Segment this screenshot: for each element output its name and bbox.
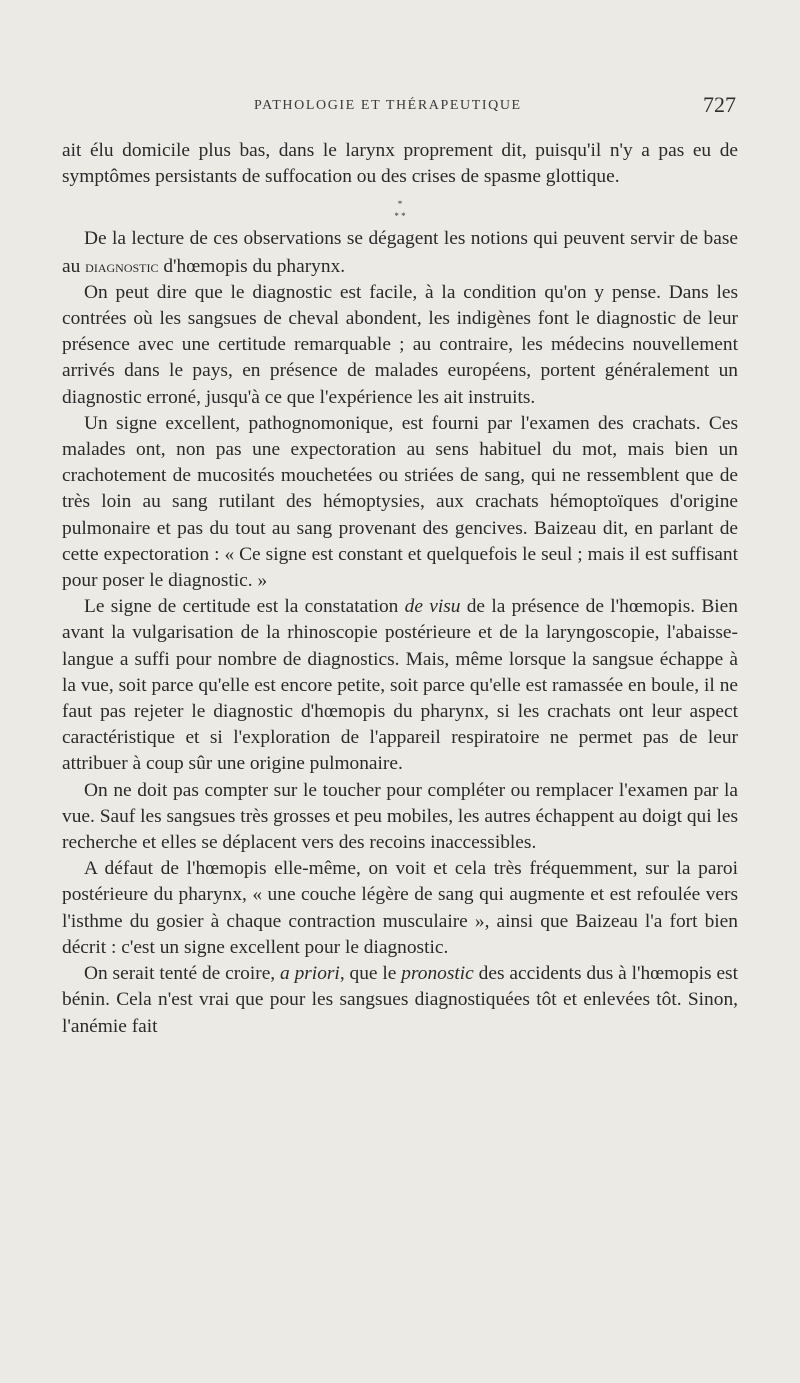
paragraph-certainty-sign	[62, 594, 738, 777]
italic-term: pronostic	[401, 963, 474, 985]
page-number: 727	[703, 92, 736, 117]
small-caps-term: diagnostic	[85, 255, 159, 276]
italic-term: a priori	[280, 963, 340, 985]
paragraph-prognosis	[62, 961, 738, 1040]
paragraph-easy-diagnosis: On peut dire que le diagnostic est facile, à la condition qu'on y pense. Dans les contrées où les sangsues de cheval abondent, les indigènes font le diagnostic de leur présence avec une certitude remarquable ; au contraire, les médecins nouvellement arrivés dans le pays, en présence de malades européens, portent généralement un diagnostic erroné, jusqu'à ce que l'expérience les ait instruits.	[62, 281, 738, 408]
page-header	[62, 92, 738, 122]
paragraph-text: On serait tenté de croire,	[84, 963, 281, 985]
italic-term: de visu	[404, 596, 461, 618]
running-title: PATHOLOGIE ET THÉRAPEUTIQUE	[254, 98, 522, 113]
paragraph-continuation: ait élu domicile plus bas, dans le larynx proprement dit, puisqu'il n'y a pas eu de symptômes persistants de suffocation ou des crises de spasme glottique.	[62, 140, 738, 188]
paragraph-text: Le signe de certitude est la constatation	[84, 596, 405, 618]
paragraph-text: de la présence de l'hœmopis. Bien avant la vulgarisation de la rhinoscopie postérieure et de la laryngoscopie, l'abaisse-langue a suffi pour nombre de diagnostics. Mais, même lorsque la sangsue échappe à la vue, soit parce qu'elle est encore petite, soit parce qu'elle est ramassée en boule, il ne faut pas rejeter le diagnostic d'hœmopis du pharynx, si les crachats ont leur aspect caractéristique et si l'exploration de l'appareil respiratoire ne permet pas de leur attribuer à coup sûr une origine pulmonaire.	[62, 596, 738, 775]
asterism-top: *	[397, 199, 403, 210]
paragraph-touch: On ne doit pas compter sur le toucher pour compléter ou remplacer l'examen par la vue. Sauf les sangsues très grosses et peu mobiles, les autres échappent au doigt qui les recherche et elles se déplacent vers des recoins inaccessibles.	[62, 779, 738, 854]
paragraph-sputum-sign: Un signe excellent, pathognomonique, est fourni par l'examen des crachats. Ces malades ont, non pas une expectoration au sens habituel du mot, mais bien un crachotement de mucosités mouchetées ou striées de sang, qui ne ressemblent que de très loin au sang rutilant des hémoptysies, aux crachats hémoptoïques d'origine pulmonaire et pas du tout au sang provenant des gencives. Baizeau dit, en parlant de cette expectoration : « Ce signe est constant et quelquefois le seul ; mais il est suffisant pour poser le diagnostic. »	[62, 412, 738, 592]
paragraph-text: De la lecture de ces observations se dégagent les notions qui peuvent servir de base au	[62, 228, 738, 277]
asterism-bottom: * *	[394, 211, 406, 222]
asterism-separator	[62, 190, 738, 226]
paragraph-diagnostic-intro	[62, 226, 738, 279]
paragraph-text: , que le	[339, 963, 402, 985]
paragraph-blood-layer: A défaut de l'hœmopis elle-même, on voit et cela très fréquemment, sur la paroi postérieure du pharynx, « une couche légère de sang qui augmente et est refoulée vers l'isthme du gosier à chaque contraction musculaire », ainsi que Baizeau l'a fort bien décrit : c'est un signe excellent pour le diagnostic.	[62, 858, 738, 958]
paragraph-text: d'hœmopis du pharynx.	[158, 255, 346, 277]
body-text	[62, 138, 738, 1040]
paragraph-text: des accidents dus à l'hœmopis est bénin. Cela n'est vrai que pour les sangsues diagnostiquées tôt et enlevées tôt. Sinon, l'anémie fait	[62, 963, 738, 1037]
